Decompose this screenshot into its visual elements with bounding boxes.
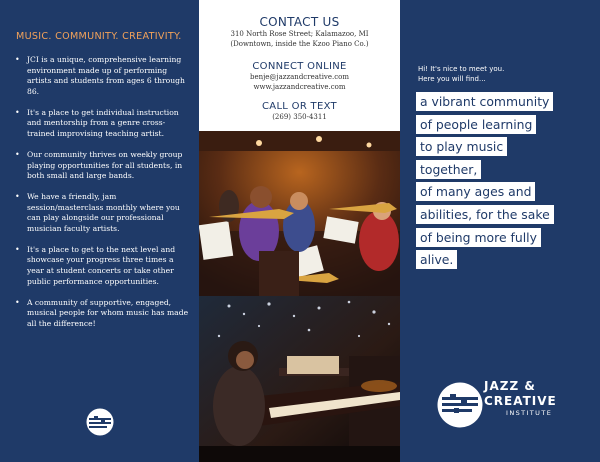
feature-list [14, 55, 192, 340]
address-line: 310 North Rose Street; Kalamazoo, MI [230, 30, 369, 38]
highlight-line: of being more fully [416, 228, 541, 247]
feature-item: • It's a place to get to the next level and showcase your progress three times a year at student concerts or take other public performance opportunities. [14, 245, 192, 287]
greeting-line: Here you will find... [418, 74, 486, 83]
highlight-line: abilities, for the sake [416, 205, 554, 224]
highlight-line: a vibrant community [416, 92, 553, 111]
band-photo [199, 131, 400, 296]
highlight-line: of many ages and [416, 182, 535, 201]
feature-item: • JCI is a unique, comprehensive learning environment made up of performing artists and students from ages 6 through 86. [14, 55, 192, 97]
band-rehearsal-image [199, 131, 400, 296]
feature-item: • A community of supportive, engaged, musical people for whom music has made all the difference! [14, 298, 192, 330]
call-heading: CALL OR TEXT [262, 101, 337, 112]
brand-line: JAZZ & [484, 379, 536, 393]
feature-item: • We have a friendly, jam session/masterclass monthly where you can play alongside our professional musician faculty artists. [14, 192, 192, 234]
contact-panel [199, 0, 400, 131]
email-link[interactable]: benje@jazzandcreative.com [249, 73, 350, 81]
pianist-photo [199, 296, 400, 462]
feature-item: • It's a place to get individual instruction and mentorship from a genre cross-trained improvising teaching artist. [14, 108, 192, 140]
highlight-list [416, 92, 554, 273]
pianist-performing-image [199, 296, 400, 462]
greeting-line: Hi! It's nice to meet you. [418, 65, 505, 73]
feature-item: • Our community thrives on weekly group playing opportunities for all students, in both small and large bands. [14, 150, 192, 182]
phone-number[interactable]: (269) 350-4311 [272, 113, 327, 121]
highlight-line: of people learning [416, 115, 536, 134]
highlight-line: to play music [416, 137, 507, 156]
address-note: (Downtown, inside the Kzoo Piano Co.) [230, 40, 369, 48]
highlight-line: together, [416, 160, 481, 179]
logo-icon [86, 408, 114, 436]
brand-logo-icon [437, 382, 483, 428]
brand-name [484, 379, 557, 418]
left-panel [0, 0, 199, 462]
online-heading: CONNECT ONLINE [252, 61, 347, 72]
website-link[interactable]: www.jazzandcreative.com [253, 83, 346, 91]
brand-line: CREATIVE [484, 394, 557, 408]
brand-line: INSTITUTE [506, 409, 553, 417]
greeting [418, 65, 504, 84]
highlight-line: alive. [416, 250, 457, 269]
tagline: MUSIC. COMMUNITY. CREATIVITY. [16, 31, 182, 42]
contact-heading: CONTACT US [259, 15, 340, 29]
